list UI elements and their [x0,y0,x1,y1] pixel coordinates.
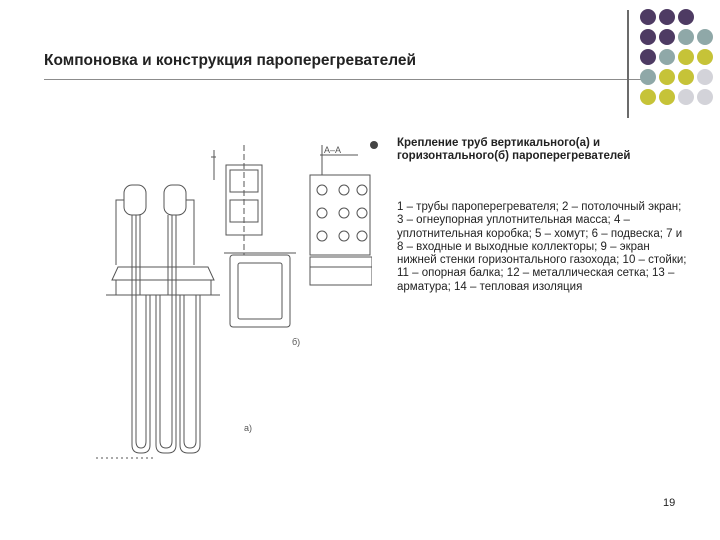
figure-label-a: а) [244,423,253,433]
decorative-dot [640,29,656,45]
bullet-dot [370,141,378,149]
decorative-dot [678,69,694,85]
decorative-dot [640,9,656,25]
decorative-dot [659,29,675,45]
decorative-dot [678,29,694,45]
decorative-dot [659,9,675,25]
sealing-box [230,255,290,327]
vertical-divider [627,10,629,118]
decorative-dot [678,9,694,25]
page-number: 19 [663,497,676,509]
ceiling-screen [116,280,211,295]
decorative-dot [678,49,694,65]
tube-circles [317,185,367,241]
decorative-dot [640,49,656,65]
superheater-drawing [96,145,372,465]
decorative-dot [640,89,656,105]
decorative-dot [697,29,713,45]
decorative-dot [659,49,675,65]
decorative-dot [640,69,656,85]
section-label: А–А [324,145,342,155]
decorative-dot [697,49,713,65]
decorative-dot [659,69,675,85]
decorative-dot [678,89,694,105]
caption-title: Крепление труб вертикального(а) и горизонтального(б) пароперегревателей [397,137,631,162]
decorative-dot [659,89,675,105]
title-underline [44,79,644,80]
support-beam [310,257,372,285]
caption-legend: 1 – трубы пароперегревателя; 2 – потолочный экран; 3 – огнеупорная уплотнительная масса; 4 – уплотнительная коробка; 5 – хомут; 6 – подвеска; 7 и 8 – входные и выходные коллекторы; 9 – экран нижней стенки горизонтального газохода; 10 – стойки; 11 – опорная балка; 12 – металлическая сетка; 13 – арматура; 14 – тепловая изоляция [397,201,687,293]
collector-8 [164,185,186,215]
decorative-dot [697,89,713,105]
vertical-tubes [132,215,200,453]
decorative-dot-grid [637,7,719,117]
figure-label-b: б) [292,337,301,347]
slide-title: Компоновка и конструкция пароперегревателей [44,52,417,69]
decorative-dot [697,69,713,85]
collector-7 [124,185,146,215]
